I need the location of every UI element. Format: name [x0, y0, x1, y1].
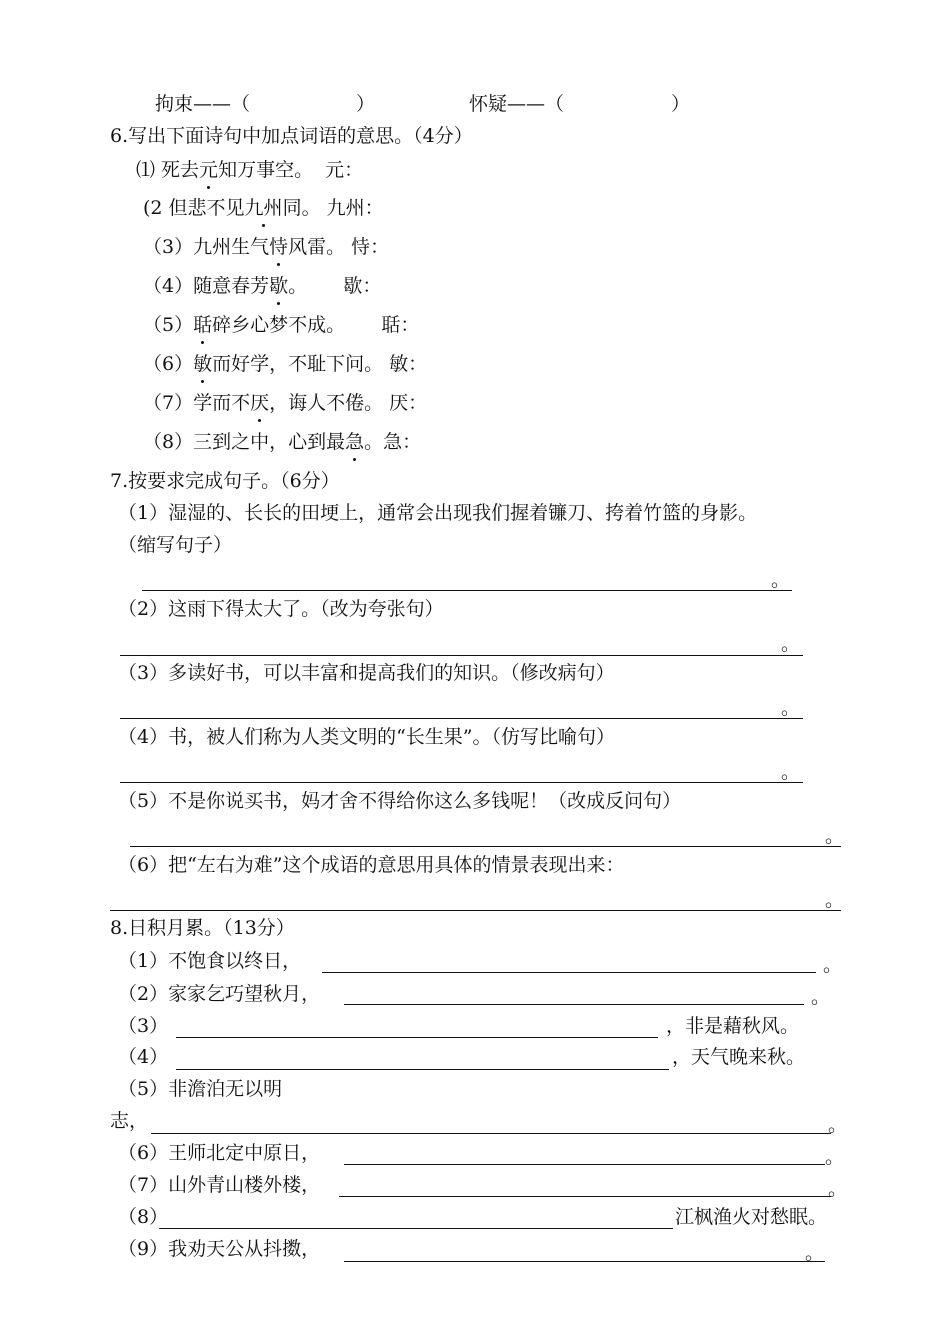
q6-item-3-dotted: 恃 — [269, 236, 289, 258]
q7-answer-line-2[interactable] — [120, 655, 803, 656]
q7-answer-2-period: 。 — [781, 633, 801, 655]
q8-item-2-period: 。 — [811, 986, 831, 1008]
blank-jushu-close: ） — [356, 93, 376, 115]
q8-item-1-period: 。 — [823, 954, 843, 976]
q7-answer-5-period: 。 — [825, 825, 845, 847]
q7-answer-line-6[interactable] — [110, 910, 841, 911]
q7-sentence-2: （2）这雨下得太大了。（改为夸张句） — [118, 598, 444, 620]
q7-answer-4-period: 。 — [781, 761, 801, 783]
q6-item-4-post: 。 歇： — [288, 275, 382, 297]
q8-item-5-continued: 志， — [110, 1110, 149, 1132]
q6-item-1 — [136, 158, 363, 182]
q6-item-7-post: ，诲人不倦。 厌： — [269, 392, 428, 414]
q6-item-1-dotted: 元 — [199, 159, 219, 181]
q6-item-5-post: 碎乡心梦不成。 聒： — [212, 314, 420, 336]
q7-sentence-5: （5）不是你说买书，妈才舍不得给你这么多钱呢！（改成反问句） — [118, 790, 682, 812]
q8-answer-line-8[interactable] — [159, 1228, 673, 1229]
q6-item-4-pre: （4）随意春芳 — [143, 275, 270, 297]
q6-item-1-pre: ⑴ 死去 — [136, 159, 200, 181]
q6-item-4 — [143, 274, 381, 298]
q6-item-6-pre: （6） — [143, 353, 194, 375]
q8-answer-line-7[interactable] — [339, 1196, 831, 1197]
q8-item-3-tail: ，非是藉秋风。 — [666, 1015, 800, 1037]
q8-title: 8.日积月累。（13分） — [110, 917, 295, 939]
q7-answer-line-5[interactable] — [130, 846, 841, 847]
q8-item-6: （6）王师北定中原日， — [118, 1142, 321, 1164]
blank-jushu-label: 拘束——（ — [155, 93, 251, 115]
q6-item-7-dotted: 厌 — [250, 392, 270, 414]
q8-item-1: （1）不饱食以终日， — [118, 950, 302, 972]
q8-item-9: （9）我劝天公从抖擞， — [118, 1238, 321, 1260]
q6-item-1-post: 知万事空。 元： — [218, 159, 364, 181]
q6-item-8-post: 。急： — [364, 431, 422, 453]
q8-answer-line-4[interactable] — [176, 1069, 669, 1070]
q7-answer-6-period: 。 — [825, 889, 845, 911]
q6-item-7 — [143, 391, 427, 415]
q6-item-2-dotted: 九州 — [244, 197, 283, 219]
q7-answer-3-period: 。 — [781, 697, 801, 719]
q8-item-6-period: 。 — [825, 1146, 845, 1168]
q7-sentence-1-instruction: （缩写句子） — [118, 534, 233, 556]
q8-answer-line-3[interactable] — [176, 1037, 658, 1038]
q8-item-7-period: 。 — [828, 1178, 848, 1200]
q8-item-4-number: （4） — [118, 1046, 169, 1068]
q8-item-5-period: 。 — [828, 1114, 848, 1136]
q6-item-3-post: 风雷。 恃： — [288, 236, 390, 258]
q7-sentence-4: （4）书，被人们称为人类文明的“长生果”。（仿写比喻句） — [118, 726, 616, 748]
q8-item-4-tail: ，天气晚来秋。 — [672, 1046, 806, 1068]
q6-item-7-pre: （7）学而不 — [143, 392, 251, 414]
q7-sentence-6: （6）把“左右为难”这个成语的意思用具体的情景表现出来： — [118, 854, 625, 876]
q8-answer-line-5[interactable] — [151, 1133, 831, 1134]
q6-item-5 — [143, 313, 419, 337]
q8-answer-line-1[interactable] — [322, 972, 816, 973]
q7-sentence-3: （3）多读好书，可以丰富和提高我们的知识。（修改病句） — [118, 662, 615, 684]
q6-item-4-dotted: 歇 — [269, 275, 289, 297]
q7-title: 7.按要求完成句子。（6分） — [110, 470, 340, 492]
q7-answer-1-period: 。 — [771, 569, 791, 591]
q7-answer-line-1[interactable] — [142, 590, 792, 591]
blank-huaiyi-label: 怀疑——（ — [469, 93, 565, 115]
q8-item-7: （7）山外青山楼外楼， — [118, 1174, 321, 1196]
q6-item-6-post: 而好学，不耻下问。 敏： — [212, 353, 428, 375]
q6-item-3 — [143, 235, 389, 259]
q6-item-8-dotted: 急 — [345, 431, 365, 453]
q7-sentence-1: （1）湿湿的、长长的田埂上，通常会出现我们握着镰刀、挎着竹篮的身影。 — [118, 502, 758, 524]
q8-item-2: （2）家家乞巧望秋月， — [118, 983, 321, 1005]
q8-answer-line-2[interactable] — [344, 1004, 804, 1005]
q7-answer-line-3[interactable] — [120, 718, 803, 719]
q6-item-2-pre: (2 但悲不见 — [143, 197, 245, 219]
q8-item-8-number: （8） — [118, 1206, 169, 1228]
q6-item-6 — [143, 352, 427, 376]
q6-item-2-post: 同。 九州： — [282, 197, 384, 219]
q6-item-8-pre: （8）三到之中，心到最 — [143, 431, 346, 453]
q8-item-3-number: （3） — [118, 1015, 169, 1037]
q6-title: 6.写出下面诗句中加点词语的意思。（4分） — [110, 125, 473, 147]
q6-item-5-pre: （5） — [143, 314, 194, 336]
q8-answer-line-9[interactable] — [344, 1261, 825, 1262]
q6-item-8 — [143, 430, 421, 454]
q6-item-3-pre: （3）九州生气 — [143, 236, 270, 258]
q7-answer-line-4[interactable] — [120, 782, 803, 783]
q8-item-8-tail: 江枫渔火对愁眠。 — [675, 1206, 828, 1228]
blank-huaiyi-close: ） — [671, 93, 691, 115]
q8-item-5: （5）非澹泊无以明 — [118, 1078, 283, 1100]
q8-answer-line-6[interactable] — [344, 1164, 825, 1165]
q8-item-9-period: 。 — [805, 1242, 825, 1264]
q6-item-6-dotted: 敏 — [193, 353, 213, 375]
q6-item-5-dotted: 聒 — [193, 314, 213, 336]
q6-item-2 — [143, 196, 384, 220]
